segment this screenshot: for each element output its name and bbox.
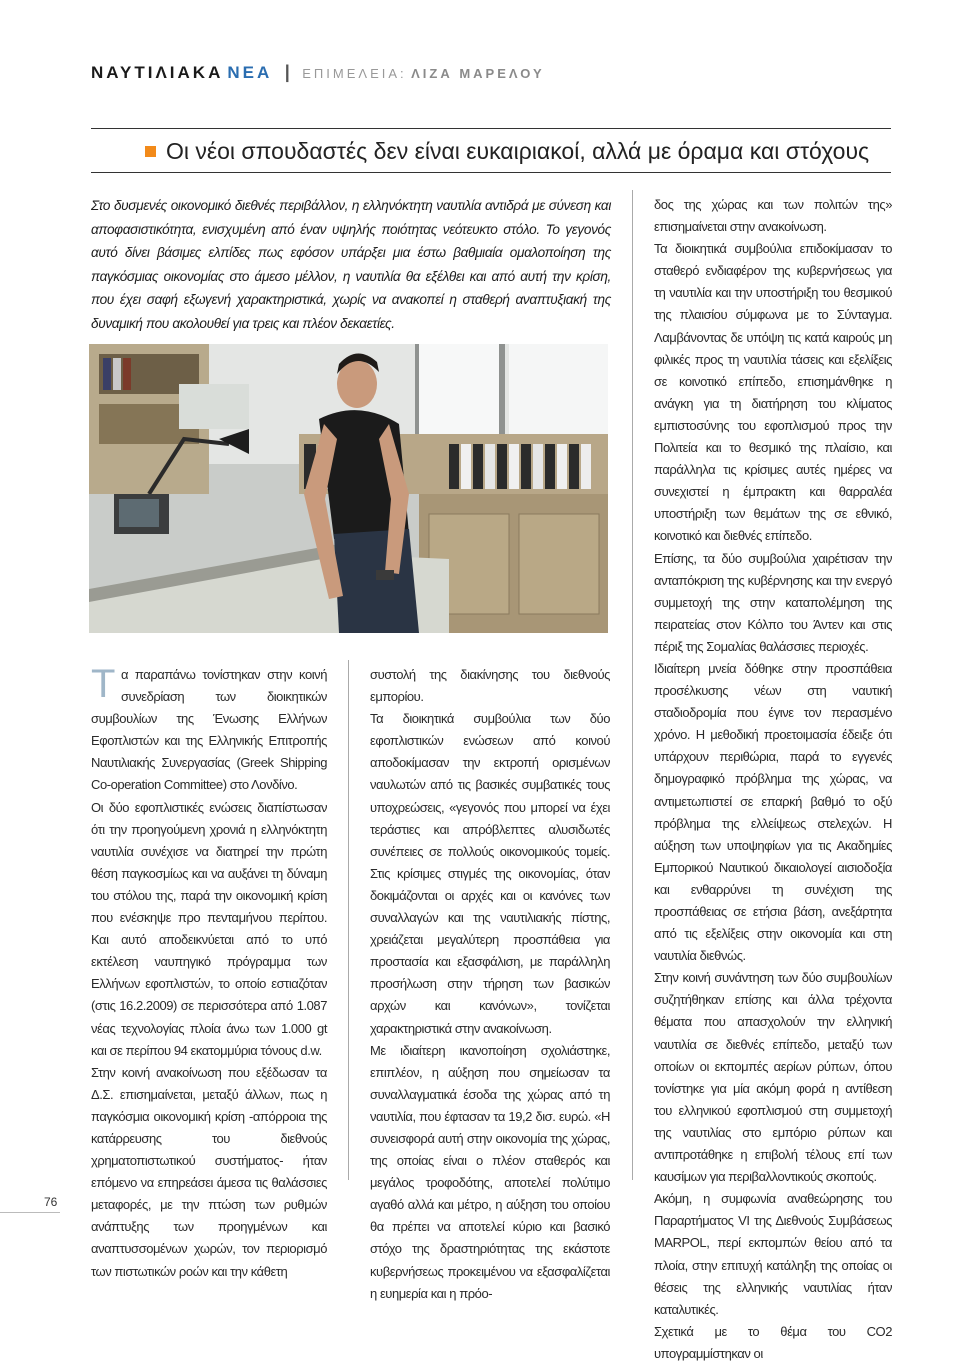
headline-top-rule [91, 128, 891, 129]
headline-bottom-rule [91, 172, 891, 173]
col3-paragraph-6: Ακόμη, η συμφωνία αναθεώρησης του Παραρτήματος VI της Διεθνούς Συμβάσεως MARPOL, περί εκπομπών θείου από τα πλοία, στην επιτυχή κατάληξη της οποίας οι θέσεις της ελληνικής ναυτιλίας ήταν καταλυτικές. [654, 1191, 892, 1317]
article-headline [148, 138, 869, 165]
col3-paragraph-4: Ιδιαίτερη μνεία δόθηκε στην προσπάθεια προσέλκυσης νέων στη ναυτική σταδιοδρομία που έγινε τον περασμένο χρόνο. Η μεθοδική προετοιμασία έδειξε ότι υπάρχουν περιθώρια, παρά το εγγενές δημογραφικό πρόβλημα της χώρας, να αντιμετωπιστεί σε επαρκή βαθμό το οξύ πρόβλημα της ελλείψεως στελεχών. Η αύξηση των υποψηφίων για τις Ακαδημίες Εμπορικού Ναυτικού δικαιολογεί αισιοδοξία και ενθαρρύνει τη συνέχιση της προσπάθειας σε ετήσια βάση, ανεξάρτητα από τις εξελίξεις στην οικονομία και στη ναυτιλία διεθνώς. [654, 660, 892, 964]
col2-paragraph-3: Με ιδιαίτερη ικανοποίηση σχολιάστηκε, επιπλέον, η αύξηση που σημείωσαν τα συναλλαγματικά έσοδα της χώρας από τη ναυτιλία, που έφτασαν τα 19,2 δισ. ευρώ. «Η συνεισφορά αυτή στην οικονομία της χώρας, της οποίας είναι ο πλέον σταθερός και μεγάλος τροφοδότης, αποτελεί πολύτιμο αγαθό αλλά και μέτρο, η αύξηση του οποίου θα πρέπει να αποτελεί κύριο και βασικό στόχο της δραστηριότητας της εκάστοτε κυβερνήσεως προκειμένου να εξασφαλίζεται η ευημερία και η πρόο- [370, 1042, 610, 1301]
article-column-2 [370, 664, 610, 1305]
headline-square-icon [145, 146, 156, 157]
section-title-accent: ΝΕΑ [227, 63, 273, 82]
footer-rule [0, 1212, 60, 1213]
col3-paragraph-3: Επίσης, τα δύο συμβούλια χαιρέτισαν την ανταπόκριση της κυβέρνησης και την ενεργό συμμετοχή της στην καταπολέμηση της πειρατείας στον Κόλπο του Άντεν και στις πέριξ της Σομαλίας θαλάσσιες περιοχές. [654, 550, 892, 654]
column-divider-1 [348, 660, 349, 1180]
col1-paragraph-1 [91, 664, 327, 797]
dropcap: Τ [91, 662, 115, 706]
col2-paragraph-2: Τα διοικητικά συμβούλια των δύο εφοπλιστικών ενώσεων από κοινού αποδοκίμασαν την εκτροπή ορισμένων ναυλωτών από τις βασικές συμβατικές τους υποχρεώσεις, «γεγονός που μπορεί να έχει τεράστιες και απρόβλεπτες αλυσιδωτές συνέπειες σε πολλούς οικονομικούς τομείς. Στις κρίσιμες στιγμές της οικονομίας, όταν δοκιμάζονται οι αρχές και οι κανόνες των συναλλαγών και της ναυτιλιακής πίστης, χρειάζεται μεγαλύτερη προσπάθεια για προστασία και εξασφάλιση, με παράλληλη προσήλωση στην τήρηση των βασικών αρχών και κανόνων», τονίζεται χαρακτηριστικά στην ανακοίνωση. [370, 711, 610, 1036]
article-column-3 [654, 194, 892, 1365]
editor-label: ΕΠΙΜΕΛΕΙΑ: [302, 66, 407, 81]
col1-paragraph-3: Στην κοινή ανακοίνωση που εξέδωσαν τα Δ.Σ. επισημαίνεται, μεταξύ άλλων, πως η παγκόσμια οικονομική κρίση -απόρροια της κατάρρευσης του διεθνούς χρηματοπιστωτικού συστήματος- ήταν επόμενο να επηρεάσει άμεσα τις θαλάσσιες μεταφορές, με την πτώση των ρυθμών ανάπτυξης των προηγμένων και αναπτυσσομένων χωρών, τον περιορισμό των πιστωτικών ροών και την κάθετη [91, 1064, 327, 1279]
col1-paragraph-1-text: α παραπάνω τονίστηκαν στην κοινή συνεδρίαση των διοικητικών συμβουλίων της Ένωσης Ελλήνων Εφοπλιστών και της Ελληνικής Επιτροπής Ναυτιλιακής Συνεργασίας (Greek Shipping Co-operation Committee) στο Λονδίνο. [91, 667, 327, 793]
page-number: 76 [44, 1195, 58, 1209]
column-divider-2 [632, 190, 633, 1180]
col1-paragraph-2: Οι δύο εφοπλιστικές ενώσεις διαπίστωσαν ότι την προηγούμενη χρονιά η ελληνόκτητη ναυτιλία συνέχισε να διατηρεί την πρώτη θέση παγκοσμίως και να αυξάνει τη δύναμη του στόλου της, παρά την οικονομική κρίση που ενέσκηψε προ πενταμήνου περίπου. Και αυτό αποδεικνύεται από το υπό εκτέλεση ναυπηγικό πρόγραμμα των Ελλήνων εφοπλιστών, το οποίο εστιαζόταν (στις 16.2.2009) σε περισσότερα από 1.087 νέας τεχνολογίας πλοία άνω των 1.000 gt και σε περίπου 94 εκατομμύρια τόνους d.w. [91, 799, 327, 1058]
headline-text: Οι νέοι σπουδαστές δεν είναι ευκαιριακοί, αλλά με όραμα και στόχους [166, 138, 870, 164]
article-column-1 [91, 664, 327, 1283]
article-photo [89, 344, 608, 633]
col3-paragraph-1: δος της χώρας και των πολιτών της» επισημαίνεται στην ανακοίνωση. [654, 197, 892, 235]
editor-name: ΛΙΖΑ ΜΑΡΕΛΟΥ [411, 66, 545, 81]
col3-paragraph-5: Στην κοινή συνάντηση των δύο συμβουλίων συζητήθηκαν επίσης και άλλα τρέχοντα θέματα που απασχολούν την ελληνική ναυτιλία σε διεθνές επίπεδο, μεταξύ των οποίων οι εκπομπές αερίων ρύπων, όπου τονίστηκε για μία ακόμη φορά η αντίθεση του ελληνικού εφοπλισμού στη συμμετοχή της ναυτιλίας στο εμπόριο ρύπων και αντιπροτάθηκε η επιβολή τέλους επί των καυσίμων για περιβαλλοντικούς σκοπούς. [654, 970, 892, 1185]
section-title: ΝΑΥΤΙΛΙΑΚΑ [91, 63, 224, 82]
lead-paragraph: Στο δυσμενές οικονομικό διεθνές περιβάλλον, η ελληνόκτητη ναυτιλία αντιδρά με σύνεση και αποφασιστικότητα, ενισχυμένη από έναν υψηλής ποιότητας νεότευκτο στόλο. Το γεγονός αυτό δίνει βάσιμες ελπίδες πως εφόσον υπάρξει μια έστω βαθμιαία ομαλοποίηση της παγκόσμιας οικονομίας στο άμεσο μέλλον, η ναυτιλία θα εξέλθει και από αυτή την κρίση, που έχει σαφή εξωγενή χαρακτηριστικά, χωρίς να ανακοπεί η σταθερή αναπτυξιακή της δυναμική που ακολουθεί για τρεις και πλέον δεκαετίες. [91, 198, 611, 331]
col3-paragraph-7: Σχετικά με το θέμα του CO2 υπογραμμίστηκαν οι [654, 1323, 892, 1361]
col2-paragraph-1: συστολή της διακίνησης του διεθνούς εμπορίου. [370, 667, 610, 705]
section-header [91, 62, 545, 90]
header-separator: | [284, 62, 290, 82]
col3-paragraph-2: Τα διοικητικά συμβούλια επιδοκίμασαν το σταθερό ενδιαφέρον της κυβερνήσεως για τη ναυτιλία και την υποστήριξη του θεσμικού της πλαισίου σύμφωνα με το Σύνταγμα. Λαμβάνοντας δε υπόψη τις κατά καιρούς μη φιλικές προς τη ναυτιλία τάσεις και εξελίξεις σε κοινοτικό επίπεδο, επισημάνθηκε η ανάγκη για τη διατήρηση του κλίματος εμπιστοσύνης του εφοπλισμού προς την Πολιτεία και το θεσμικό της πλαίσιο, και παράλληλα τις κρίσιμες αυτές ημέρες να συνεχιστεί η έμπρακτη και θαρραλέα υποστήριξη των θεμάτων της σε εθνικό, κοινοτικό και διεθνές επίπεδο. [654, 241, 892, 544]
